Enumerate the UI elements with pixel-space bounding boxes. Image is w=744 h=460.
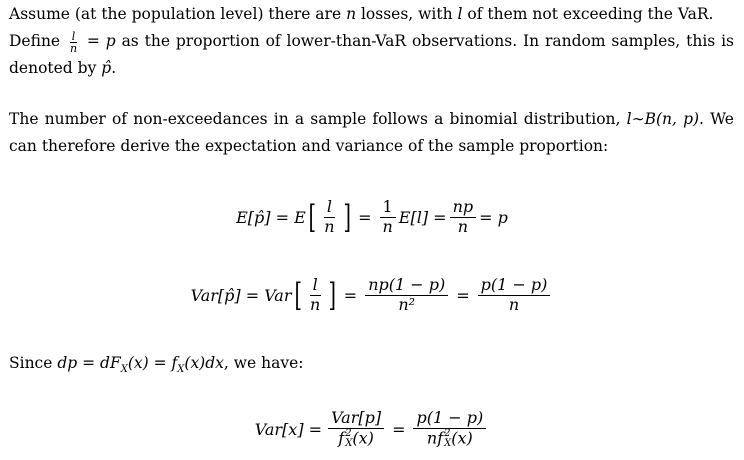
fraction-varp-over-f2: Var[p] f 2 X (x): [328, 409, 384, 448]
binomial-expression: l∼B(n, p): [626, 110, 700, 128]
fraction-np-over-n: $\frac{np}{n}$: [450, 198, 477, 236]
variance-equation: Var[p̂] = Var [ $\frac{l}{n}$ ] = $\frac{np(1 - p)}{\text{n²}}$ = $\frac{p(1 - p)}{n}$: [0, 268, 744, 322]
intro-paragraph: Assume (at the population level) there are n losses, with l of them not exceeding the VaR. Define $\frac{l}{n}$ = p as the proportion of lower-than-VaR observations. In random samples, this is denoted by p̂.: [9, 5, 734, 77]
variance-of-x-equation: Var[x] = Var[p] f 2 X (x) = p(1 − p) nf 2 X (x): [0, 402, 744, 456]
fraction-one-over-n: $\frac{1}{n}$: [379, 198, 395, 236]
fraction-l-over-n: $\frac{l}{n}$: [324, 197, 335, 236]
expectation-equation: E[p̂] = E [ $\frac{l}{n}$ ] = $\frac{1}{n}$ E[l] = $\frac{np}{n}$ = p: [236, 197, 508, 236]
math-p-hat: p̂: [101, 59, 112, 77]
fraction-p1mp-over-n: $\frac{p(1 - p)}{n}$: [478, 276, 551, 314]
binomial-paragraph: The number of non-exceedances in a sample follows a binomial distribution, l∼B(n, p). We can therefore derive the expectation and variance of the sample proportion:: [9, 110, 734, 155]
inline-fraction-l-over-n: $\frac{l}{n}$: [69, 29, 78, 55]
math-l: l: [457, 5, 463, 23]
fraction-l-over-n-var: $\frac{l}{n}$: [309, 275, 321, 314]
fraction-p1mp-over-nf2: p(1 − p) nf 2 X (x): [413, 409, 486, 448]
fraction-np1mp-over-n2: $\frac{np(1 - p)}{\text{n²}}$: [365, 276, 448, 314]
since-paragraph: Since dp = $dF_X(x) = f_X(x)dx$, we have:: [9, 354, 304, 376]
math-n: n: [346, 5, 357, 23]
